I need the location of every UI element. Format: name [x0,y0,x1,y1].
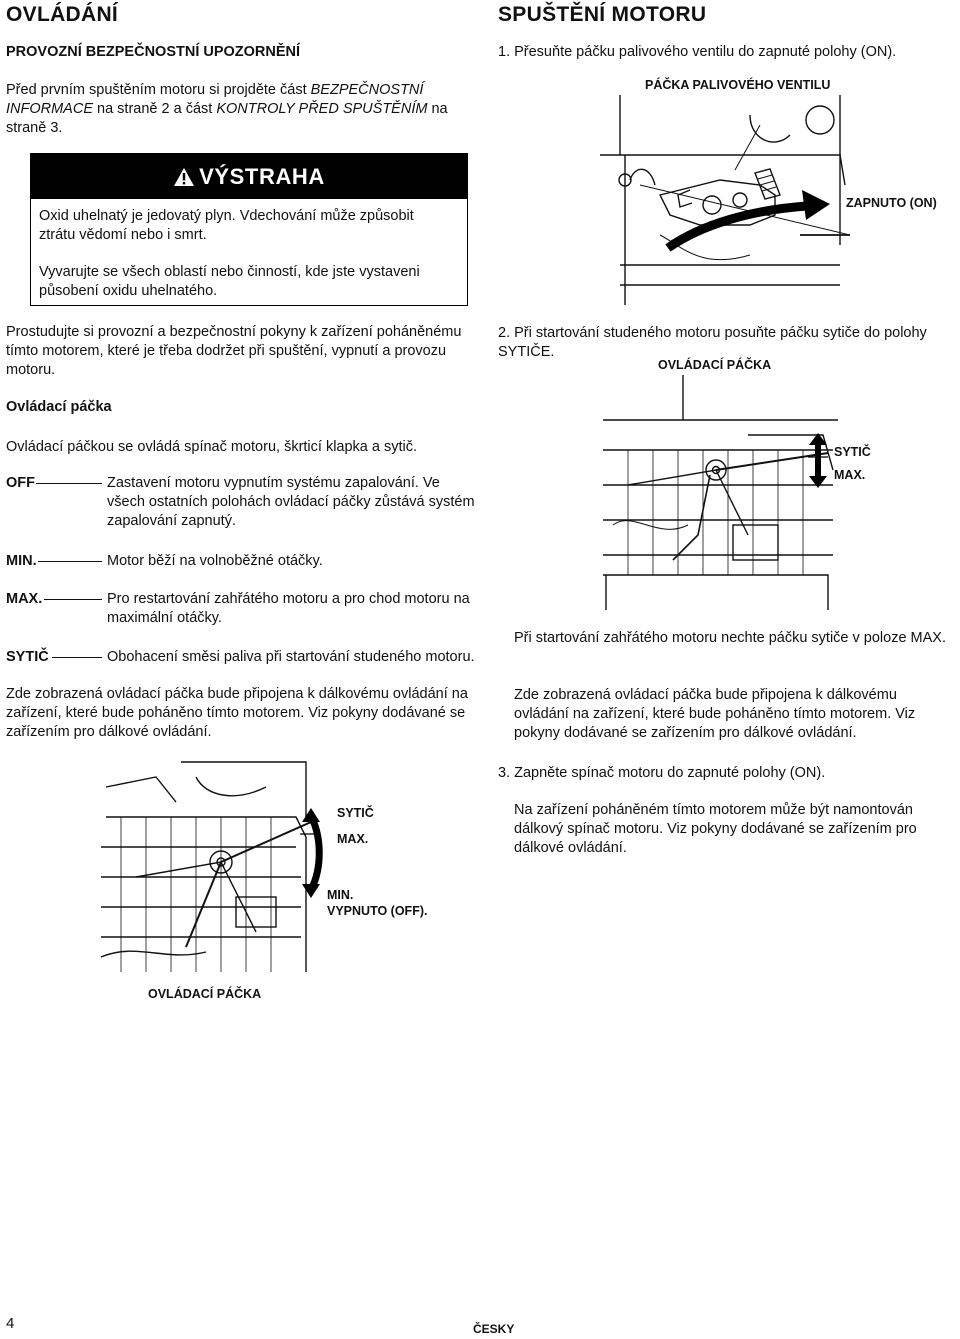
fuel-valve-on-label: ZAPNUTO (ON) [846,196,937,210]
lever-range-arrow-icon [296,808,326,898]
page-number: 4 [6,1315,15,1332]
figure-label-choke-right: SYTIČ [834,445,871,459]
position-term: SYTIČ [6,649,49,665]
leader-line [36,483,102,484]
position-desc: Obohacení směsi paliva při startování studeného motoru. [107,649,475,665]
figure-label-choke: SYTIČ [337,806,374,820]
position-row-max [6,590,486,626]
figure-label-max: MAX. [337,832,369,846]
position-term: MIN. [6,553,37,569]
leader-line [44,599,102,600]
control-lever-intro: Ovládací páčkou se ovládá spínač motoru, škrticí klapka a sytič. [6,439,418,455]
instructions-paragraph: Prostudujte si provozní a bezpečnostní pokyny k zařízení poháněnému tímto motorem, které je třeba dodržet při spuštění, vypnutí a provozu motoru. [6,324,462,378]
fuel-valve-label: PÁČKA PALIVOVÉHO VENTILU [645,78,831,92]
control-lever-illustration [96,757,311,972]
remote-control-note-right: Zde zobrazená ovládací páčka bude připojena k dálkovému ovládání na zařízení, které bude poháněno tímto motorem. Viz pokyny dodávané se zařízením pro dálkové ovládání. [514,687,916,741]
position-term: OFF [6,475,35,491]
section-title: SPUŠTĚNÍ MOTORU [498,3,707,26]
step-1: 1. Přesuňte páčku palivového ventilu do zapnuté polohy (ON). [498,44,897,60]
warning-triangle-icon [173,167,195,187]
step-3-note: Na zařízení poháněném tímto motorem může být namontován dálkový spínač motoru. Viz pokyny dodávané se zařízením pro dálkové ovládání. [514,802,917,856]
warm-start-note: Při startování zahřátého motoru nechte páčku sytiče v poloze MAX. [514,630,946,646]
control-lever-label: OVLÁDACÍ PÁČKA [658,358,772,372]
position-term: MAX. [6,591,43,607]
step-2: 2. Při startování studeného motoru posuňte páčku sytiče do polohy SYTIČE. [498,325,927,360]
figure-label-off: VYPNUTO (OFF). [327,904,428,918]
warning-box [30,153,468,306]
warning-title: VÝSTRAHA [199,164,325,189]
on-direction-arrow-icon [662,186,832,256]
leader-line [38,561,102,562]
safety-heading: PROVOZNÍ BEZPEČNOSTNÍ UPOZORNĚNÍ [6,44,301,60]
choke-lever-illustration [598,375,838,610]
figure-label-max-right: MAX. [834,468,866,482]
control-lever-heading: Ovládací páčka [6,399,112,415]
position-row-min [6,552,486,571]
intro-paragraph: Před prvním spuštěním motoru si projděte část BEZPEČNOSTNÍ INFORMACE na straně 2 a část KONTROLY PŘED SPUŠTĚNÍM na straně 3. [6,82,448,136]
choke-range-arrow-icon [806,433,830,488]
leader-line [52,657,102,658]
position-desc: Zastavení motoru vypnutím systému zapalování. Ve všech ostatních polohách ovládací páčky zůstává systém zapalování zapnutý. [107,475,475,529]
warning-text-1: Oxid uhelnatý je jedovatý plyn. Vdechování může způsobit ztrátu vědomí nebo i smrt. [39,208,414,243]
position-desc: Pro restartování zahřátého motoru a pro chod motoru na maximální otáčky. [107,591,470,626]
position-desc: Motor běží na volnoběžné otáčky. [107,553,323,569]
page-title: OVLÁDÁNÍ [6,3,119,26]
warning-text-2: Vyvarujte se všech oblastí nebo činností, kde jste vystaveni působení oxidu uhelnatého. [39,264,420,299]
position-row-choke [6,648,486,667]
figure-caption: OVLÁDACÍ PÁČKA [148,987,262,1001]
language-label: ČESKY [473,1322,515,1336]
figure-label-min: MIN. [327,888,354,902]
warning-header [31,154,467,199]
step-3: 3. Zapněte spínač motoru do zapnuté polohy (ON). [498,765,826,781]
remote-control-note: Zde zobrazená ovládací páčka bude připojena k dálkovému ovládání na zařízení, které bude poháněno tímto motorem. Viz pokyny dodávané se zařízením pro dálkové ovládání. [6,686,468,740]
position-row-off [6,474,486,529]
